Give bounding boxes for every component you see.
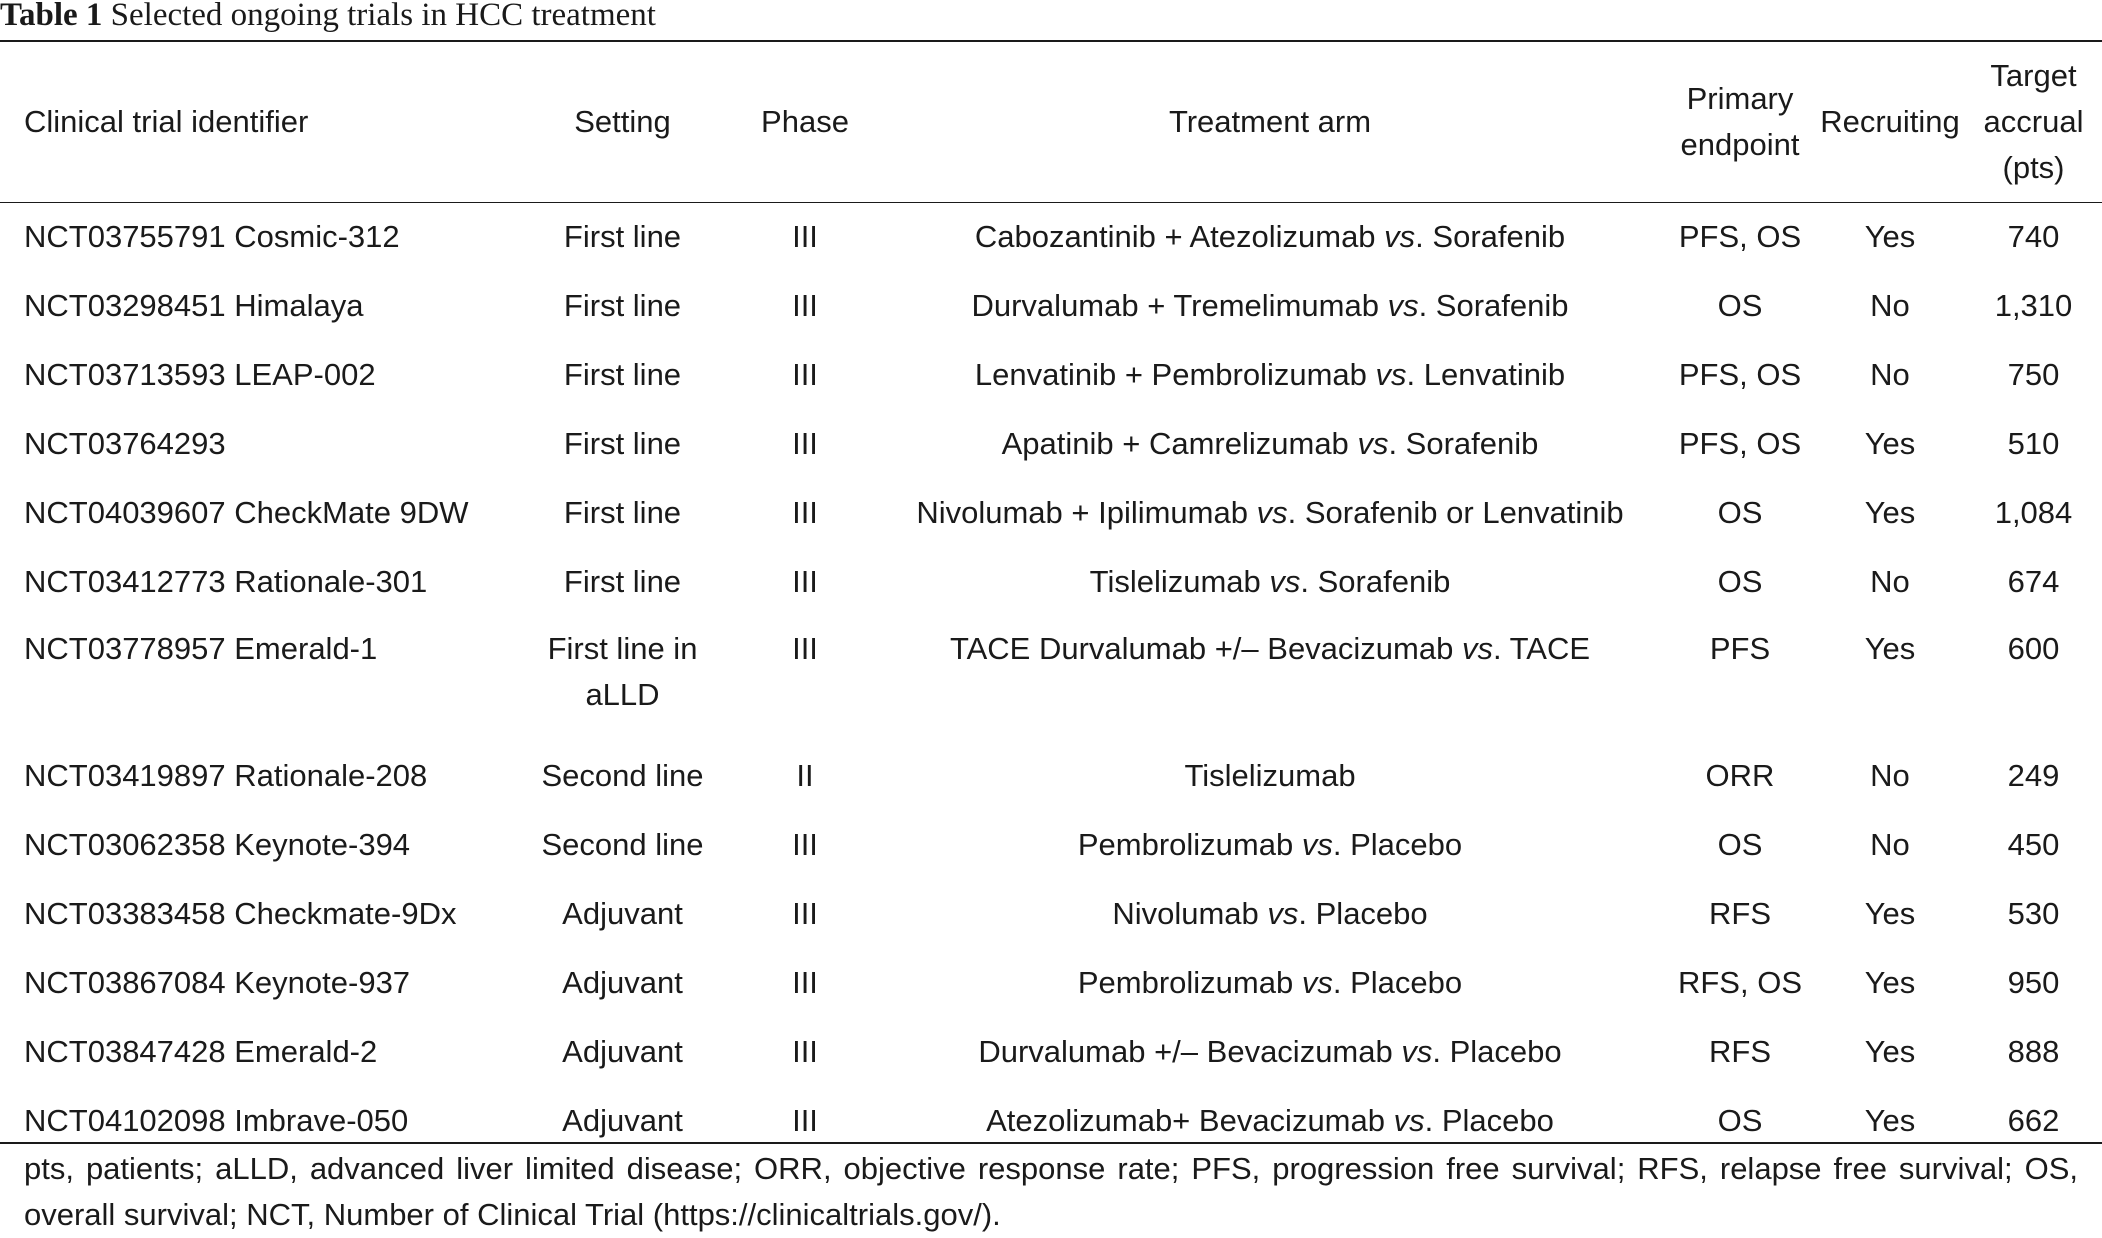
cell-recruiting: No — [1870, 757, 1910, 793]
vs-text: vs — [1401, 1033, 1433, 1069]
arm-b: . Lenvatinib — [1406, 356, 1566, 392]
cell-primary-endpoint: PFS — [1709, 631, 1771, 666]
arm-b: . Sorafenib or Lenvatinib — [1287, 494, 1624, 530]
cell-phase: III — [792, 1102, 818, 1138]
cell-setting: First line — [563, 218, 682, 254]
cell-target-accrual: 1,310 — [1994, 287, 2073, 323]
arm-b: . TACE — [1492, 631, 1591, 666]
cell-treatment-arm — [875, 741, 1665, 810]
cell-setting: First line — [563, 494, 682, 530]
cell-recruiting: Yes — [1864, 1033, 1916, 1069]
cell-setting: Second line — [541, 757, 704, 793]
table-caption-label: Table 1 — [0, 0, 103, 33]
table-row — [0, 616, 2102, 741]
cell-primary-endpoint: PFS, OS — [1678, 425, 1802, 461]
cell-recruiting: Yes — [1864, 631, 1916, 666]
table-row — [0, 1086, 2102, 1155]
cell-setting: First line — [563, 563, 682, 599]
vs-text: vs — [1387, 287, 1419, 323]
cell-treatment-arm — [875, 271, 1665, 340]
arm-a: Apatinib + Camrelizumab — [1001, 425, 1349, 461]
cell-target-accrual: 740 — [2007, 218, 2060, 254]
cell-target-accrual: 888 — [2007, 1033, 2060, 1069]
column-header-treatment-arm: Treatment arm — [1168, 104, 1372, 139]
cell-recruiting: Yes — [1864, 895, 1916, 931]
cell-primary-endpoint: OS — [1717, 494, 1763, 530]
cell-setting: Second line — [541, 826, 704, 862]
cell-target-accrual: 1,084 — [1994, 494, 2073, 530]
cell-phase: II — [796, 757, 814, 793]
table-row — [0, 741, 2102, 810]
column-header-trial: Clinical trial identifier — [24, 104, 309, 139]
arm-a: Nivolumab + Ipilimumab — [916, 494, 1248, 530]
cell-recruiting: Yes — [1864, 1102, 1916, 1138]
table-row — [0, 810, 2102, 879]
cell-trial: NCT03412773 Rationale-301 — [24, 563, 428, 599]
arm-a: Cabozantinib + Atezolizumab — [974, 218, 1376, 254]
arm-a: Nivolumab — [1112, 895, 1259, 931]
cell-recruiting: Yes — [1864, 425, 1916, 461]
table-row — [0, 271, 2102, 340]
arm-b: . Placebo — [1432, 1033, 1562, 1069]
cell-primary-endpoint: RFS — [1709, 895, 1771, 931]
cell-primary-endpoint: PFS, OS — [1678, 218, 1802, 254]
cell-treatment-arm — [875, 547, 1665, 616]
arm-b: . Placebo — [1298, 895, 1428, 931]
cell-trial: NCT03764293 — [24, 425, 226, 461]
table-row — [0, 547, 2102, 616]
arm-a: Durvalumab + Tremelimumab — [971, 287, 1379, 323]
vs-text: vs — [1256, 494, 1288, 530]
cell-phase: III — [792, 631, 818, 666]
arm-b: . Placebo — [1332, 826, 1463, 862]
cell-primary-endpoint: PFS, OS — [1678, 356, 1802, 392]
cell-phase: III — [792, 494, 818, 530]
cell-trial: NCT03867084 Keynote-937 — [24, 964, 411, 1000]
cell-trial: NCT04102098 Imbrave-050 — [24, 1102, 409, 1138]
cell-trial: NCT03755791 Cosmic-312 — [24, 218, 400, 254]
cell-phase: III — [792, 218, 818, 254]
column-header-phase: Phase — [761, 104, 849, 139]
trials-table — [0, 42, 2102, 1155]
cell-treatment-arm — [875, 478, 1665, 547]
table-row — [0, 879, 2102, 948]
cell-target-accrual: 674 — [2007, 563, 2060, 599]
vs-text: vs — [1301, 826, 1333, 862]
cell-setting: First line — [563, 287, 682, 323]
cell-phase: III — [792, 563, 818, 599]
cell-primary-endpoint: RFS, OS — [1677, 964, 1802, 1000]
cell-target-accrual: 510 — [2007, 425, 2060, 461]
table-caption — [0, 0, 656, 40]
cell-setting: First line — [563, 356, 682, 392]
cell-recruiting: Yes — [1864, 494, 1916, 530]
cell-trial: NCT03383458 Checkmate-9Dx — [24, 895, 457, 931]
cell-trial: NCT03713593 LEAP-002 — [24, 356, 376, 392]
arm-b: . Sorafenib — [1300, 563, 1451, 599]
cell-treatment-arm — [875, 340, 1665, 409]
cell-target-accrual: 750 — [2007, 356, 2060, 392]
vs-text: vs — [1384, 218, 1416, 254]
arm-b: . Placebo — [1332, 964, 1463, 1000]
cell-treatment-arm — [875, 202, 1665, 271]
vs-text: vs — [1267, 895, 1299, 931]
arm-a: Tislelizumab — [1184, 757, 1356, 793]
vs-text: vs — [1461, 631, 1493, 666]
cell-target-accrual: 530 — [2007, 895, 2060, 931]
cell-recruiting: No — [1870, 287, 1910, 323]
vs-text: vs — [1357, 425, 1389, 461]
arm-a: Pembrolizumab — [1077, 826, 1294, 862]
cell-trial: NCT03062358 Keynote-394 — [24, 826, 411, 862]
column-header-target-accrual: Target accrual (pts) — [1983, 58, 2084, 185]
cell-target-accrual: 249 — [2007, 757, 2060, 793]
arm-a: Atezolizumab+ Bevacizumab — [986, 1102, 1385, 1138]
column-header-setting: Setting — [574, 104, 671, 139]
cell-target-accrual: 950 — [2007, 964, 2060, 1000]
arm-b: . Sorafenib — [1388, 425, 1539, 461]
cell-setting: Adjuvant — [562, 1102, 683, 1138]
cell-recruiting: No — [1870, 826, 1910, 862]
arm-b: . Placebo — [1424, 1102, 1554, 1138]
cell-primary-endpoint: RFS — [1709, 1033, 1771, 1069]
table-row — [0, 1017, 2102, 1086]
cell-phase: III — [792, 826, 818, 862]
arm-a: Durvalumab +/– Bevacizumab — [978, 1033, 1393, 1069]
arm-b: . Sorafenib — [1418, 287, 1569, 323]
cell-primary-endpoint: OS — [1717, 287, 1763, 323]
cell-recruiting: Yes — [1864, 218, 1916, 254]
table-caption-title: Selected ongoing trials in HCC treatment — [110, 0, 656, 33]
cell-trial: NCT03298451 Himalaya — [24, 287, 364, 323]
cell-primary-endpoint: OS — [1717, 563, 1763, 599]
cell-recruiting: No — [1870, 356, 1910, 392]
cell-target-accrual: 450 — [2007, 826, 2060, 862]
cell-setting: Adjuvant — [562, 1033, 683, 1069]
table-row — [0, 202, 2102, 271]
cell-treatment-arm — [875, 810, 1665, 879]
cell-phase: III — [792, 895, 818, 931]
cell-recruiting: No — [1870, 563, 1910, 599]
vs-text: vs — [1269, 563, 1301, 599]
cell-trial: NCT03778957 Emerald-1 — [24, 631, 378, 666]
arm-a: Tislelizumab — [1089, 563, 1261, 599]
table-row — [0, 340, 2102, 409]
cell-primary-endpoint: OS — [1717, 826, 1763, 862]
cell-treatment-arm — [875, 616, 1665, 741]
cell-trial: NCT04039607 CheckMate 9DW — [24, 494, 469, 530]
cell-treatment-arm — [875, 409, 1665, 478]
cell-setting: First line in aLLD — [547, 631, 698, 712]
cell-trial: NCT03847428 Emerald-2 — [24, 1033, 378, 1069]
cell-phase: III — [792, 964, 818, 1000]
table-row — [0, 478, 2102, 547]
cell-target-accrual: 600 — [2007, 631, 2060, 666]
cell-setting: First line — [563, 425, 682, 461]
cell-treatment-arm — [875, 1086, 1665, 1155]
cell-setting: Adjuvant — [562, 895, 683, 931]
cell-phase: III — [792, 425, 818, 461]
cell-phase: III — [792, 356, 818, 392]
cell-primary-endpoint: OS — [1717, 1102, 1763, 1138]
cell-phase: III — [792, 1033, 818, 1069]
cell-trial: NCT03419897 Rationale-208 — [24, 757, 428, 793]
arm-b: . Sorafenib — [1415, 218, 1566, 254]
table-body — [0, 202, 2102, 1155]
table-header-row — [0, 42, 2102, 202]
cell-treatment-arm — [875, 879, 1665, 948]
vs-text: vs — [1375, 356, 1407, 392]
column-header-primary-endpoint: Primary endpoint — [1680, 81, 1800, 162]
arm-a: TACE Durvalumab +/– Bevacizumab — [949, 631, 1454, 666]
column-header-recruiting: Recruiting — [1820, 104, 1960, 139]
cell-target-accrual: 662 — [2007, 1102, 2060, 1138]
cell-treatment-arm — [875, 1017, 1665, 1086]
cell-setting: Adjuvant — [562, 964, 683, 1000]
table-row — [0, 948, 2102, 1017]
arm-a: Lenvatinib + Pembrolizumab — [974, 356, 1367, 392]
cell-primary-endpoint: ORR — [1705, 757, 1775, 793]
table-row — [0, 409, 2102, 478]
vs-text: vs — [1393, 1102, 1425, 1138]
cell-recruiting: Yes — [1864, 964, 1916, 1000]
cell-phase: III — [792, 287, 818, 323]
arm-a: Pembrolizumab — [1077, 964, 1294, 1000]
table-footnote: pts, patients; aLLD, advanced liver limited disease; ORR, objective response rate; PFS, progression free survival; RFS, relapse free survival; OS, overall survival; NCT, Number of Clinical Trial (https://clinicaltrials.gov/). — [24, 1151, 2078, 1232]
cell-treatment-arm — [875, 948, 1665, 1017]
vs-text: vs — [1301, 964, 1333, 1000]
